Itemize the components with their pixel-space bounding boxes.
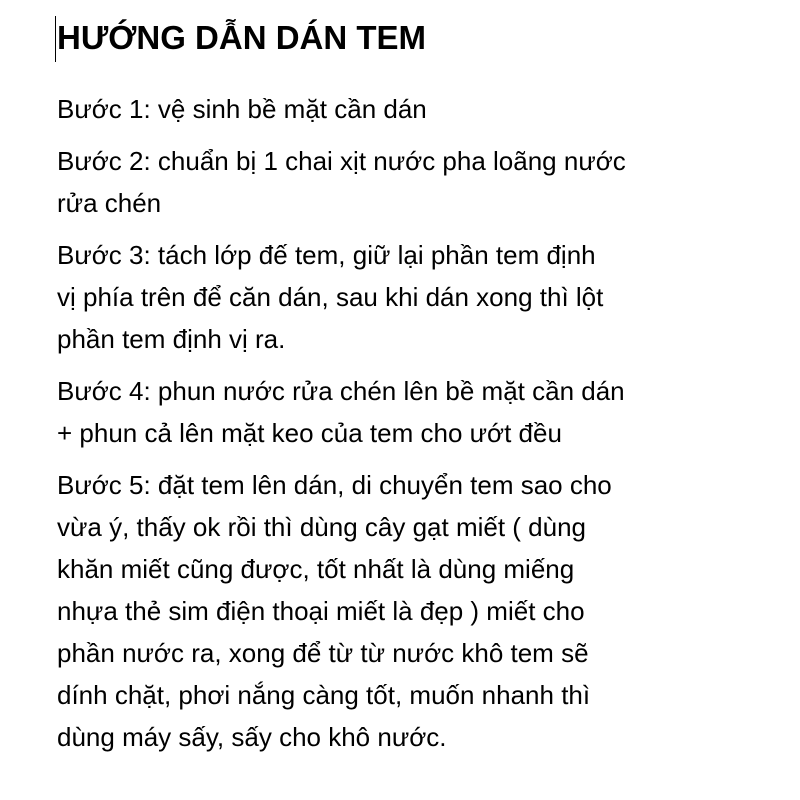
step-line: nhựa thẻ sim điện thoại miết là đẹp ) miết cho [57,596,585,626]
step-line: dính chặt, phơi nắng càng tốt, muốn nhanh thì [57,680,591,710]
step-line: Bước 2: chuẩn bị 1 chai xịt nước pha loãng nước [57,146,626,176]
step-1 [57,88,777,130]
step-3 [57,234,777,360]
step-line: dùng máy sấy, sấy cho khô nước. [57,722,447,752]
step-line: Bước 1: vệ sinh bề mặt cần dán [57,94,427,124]
step-2 [57,140,777,224]
step-line: + phun cả lên mặt keo của tem cho ướt đều [57,418,562,448]
step-line: Bước 5: đặt tem lên dán, di chuyển tem sao cho [57,470,612,500]
step-line: rửa chén [57,188,162,218]
step-line: phần tem định vị ra. [57,324,286,354]
step-line: Bước 3: tách lớp đế tem, giữ lại phần tem định [57,240,596,270]
text-cursor [55,16,56,62]
step-line: vị phía trên để căn dán, sau khi dán xong thì lột [57,282,604,312]
document-body [57,18,777,768]
step-line: phần nước ra, xong để từ từ nước khô tem sẽ [57,638,589,668]
step-5 [57,464,777,758]
step-4 [57,370,777,454]
step-line: Bước 4: phun nước rửa chén lên bề mặt cần dán [57,376,625,406]
step-line: vừa ý, thấy ok rồi thì dùng cây gạt miết ( dùng [57,512,587,542]
document-title: HƯỚNG DẪN DÁN TEM [57,19,427,56]
step-line: khăn miết cũng được, tốt nhất là dùng miếng [57,554,575,584]
